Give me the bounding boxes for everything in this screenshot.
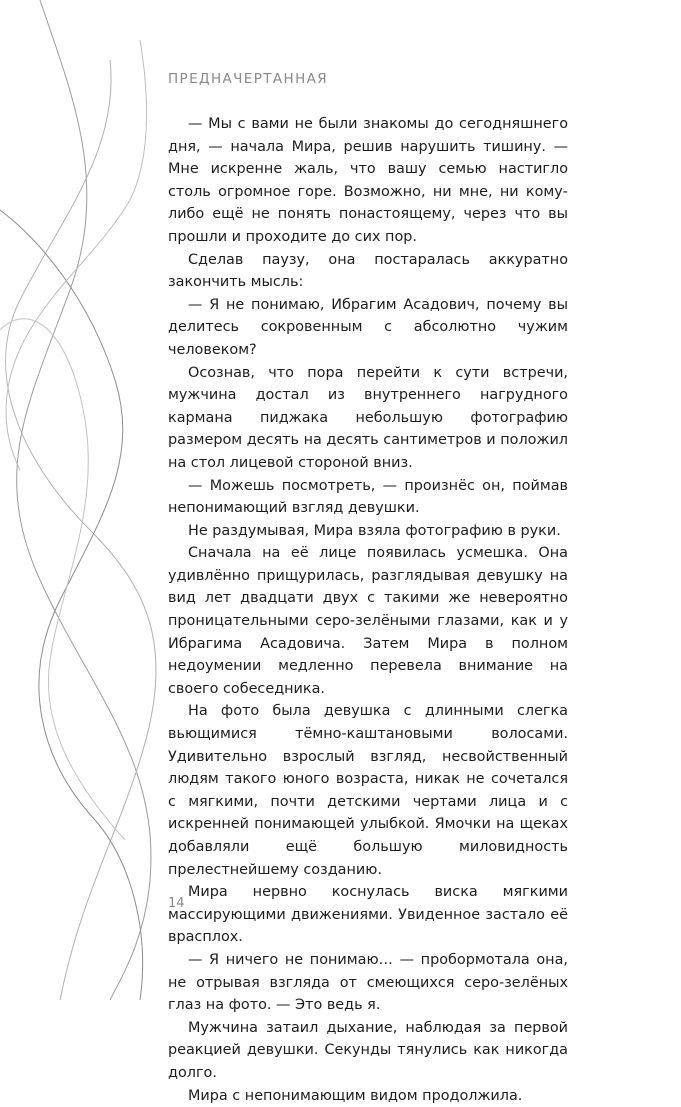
paragraph: Осознав, что пора перейти к сути встречи, мужчина достал из внутреннего нагрудного кармана пиджака небольшую фотографию размером десять на десять сантиметров и положил на стол лицевой стороной вниз. bbox=[168, 364, 568, 471]
running-head: ПРЕДНАЧЕРТАННАЯ bbox=[168, 71, 329, 87]
wave-line-4 bbox=[0, 319, 125, 840]
wave-line-5 bbox=[6, 40, 147, 470]
paragraph: — Мы с вами не были знакомы до сегодняшнего дня, — начала Мира, решив нарушить тишину. — Мне искренне жаль, что вашу семью настигло столь огромное горе. Возможно, ни мне, ни кому-либо ещё не понять понастоящему, через что вы прошли и проходите до сих пор. bbox=[168, 116, 568, 245]
paragraph: Сначала на её лице появилась усмешка. Она удивлённо прищурилась, разглядывая девушку на вид лет двадцати двух с такими же невероятно проницательными серо-зелёными глазами, как и у Ибрагима Асадовича. Затем Мира в полном недоумении медленно перевела внимание на своего собеседника. bbox=[168, 545, 568, 697]
paragraph: — Можешь посмотреть, — произнёс он, поймав непонимающий взгляд девушки. bbox=[168, 477, 568, 517]
paragraph: Сделав паузу, она постаралась аккуратно закончить мысль: bbox=[168, 251, 568, 291]
paragraph: — Я ничего не понимаю… — пробормотала она, не отрывая взгляда от смеющихся серо-зелёных глаз на фото. — Это ведь я. bbox=[168, 951, 568, 1014]
paragraph: Не раздумывая, Мира взяла фотографию в руки. bbox=[188, 522, 561, 539]
body-text bbox=[168, 113, 568, 1107]
paragraph: На фото была девушка с длинными слегка вьющимися тёмно-каштановыми волосами. Удивительно взрослый взгляд, несвойственный людям такого юного возраста, никак не сочетался с мягкими, почти детскими чертами лица и с искренней понимающей улыбкой. Ямочки на щеках добавляли ещё большую миловидность прелестнейшему созданию. bbox=[168, 703, 568, 878]
paragraph: — Я не понимаю, Ибрагим Асадович, почему вы делитесь сокровенным с абсолютно чужим человеком? bbox=[168, 296, 568, 358]
wave-line-3 bbox=[0, 210, 143, 1000]
paragraph: Мужчина затаил дыхание, наблюдая за первой реакцией девушки. Секунды тянулись как никогда долго. bbox=[168, 1019, 568, 1081]
paragraph: Мира нервно коснулась виска мягкими массирующими движениями. Увиденное застало её врасплох. bbox=[168, 884, 568, 946]
page-number: 14 bbox=[168, 896, 185, 911]
paragraph: Мира с непонимающим видом продолжила. bbox=[188, 1087, 523, 1104]
wave-line-1 bbox=[17, 0, 151, 1000]
